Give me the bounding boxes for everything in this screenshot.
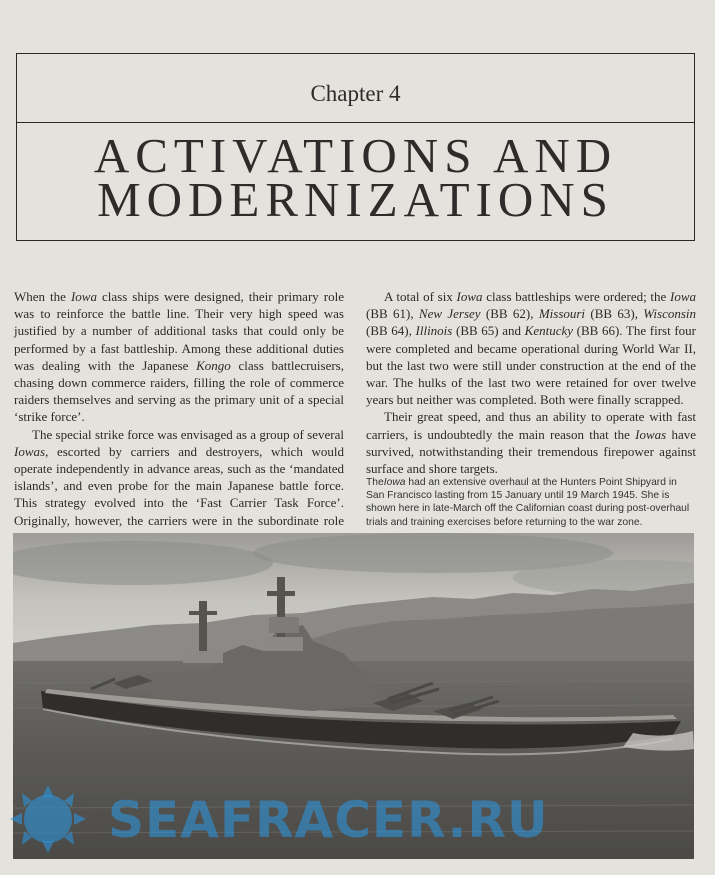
left-paragraph-1: When the Iowa class ships were designed, their primary role was to reinforce the battle line. Their very high speed was justified by a number of additional tasks that could only be performed by a fast battleship. Among these additional duties was dealing with the Japanese Kongo class battlecruisers, chasing down commerce raiders, filling the role of commerce raiders themselves and serving as the primary unit of a special ‘strike force’. [14,289,345,425]
photo-caption: TheIowa had an extensive overhaul at the Hunters Point Shipyard in San Francisco lasting from 15 January until 19 March 1945. She is shown here in late-March off the Californian coast during post-overhaul trials and training exercises before returning to the war zone. [366,477,690,528]
right-text-column [366,288,696,477]
left-paragraph-2: The special strike force was envisaged as a group of several Iowas, escorted by carriers and destroyers, which would operate independently in advance areas, such as the ‘mandated islands’, and even probe for the main Japanese battle force. This strategy evolved into the ‘Fast Carrier Task Force’. Originally, however, the carriers were in the subordinate role [14,426,344,528]
right-paragraph-2: Their great speed, and thus an ability to operate with fast carriers, is undoubtedly the main reason that the Iowas have survived, notwithstanding their tremendous firepower against surface and shore targets. [366,409,697,477]
chapter-title-line-1: ACTIVATIONS AND [93,128,618,183]
chapter-header-box [16,53,695,241]
chapter-label: Chapter 4 [17,54,694,123]
chapter-title-line-2: MODERNIZATIONS [97,172,614,227]
right-paragraph-1: A total of six Iowa class battleships were ordered; the Iowa (BB 61), New Jersey (BB 62), Missouri (BB 63), Wisconsin (BB 64), Illinois (BB 65) and Kentucky (BB 66). The first four were completed and became operational during World War II, but the last two were still under construction at the end of the war. The hulks of the last two were retained for over twelve years but neither was completed. Both were finally scrapped. [366,289,697,408]
watermark-text: SEAFRACER.RU [108,791,549,849]
watermark-logo-icon [0,779,110,859]
chapter-title [17,128,694,227]
